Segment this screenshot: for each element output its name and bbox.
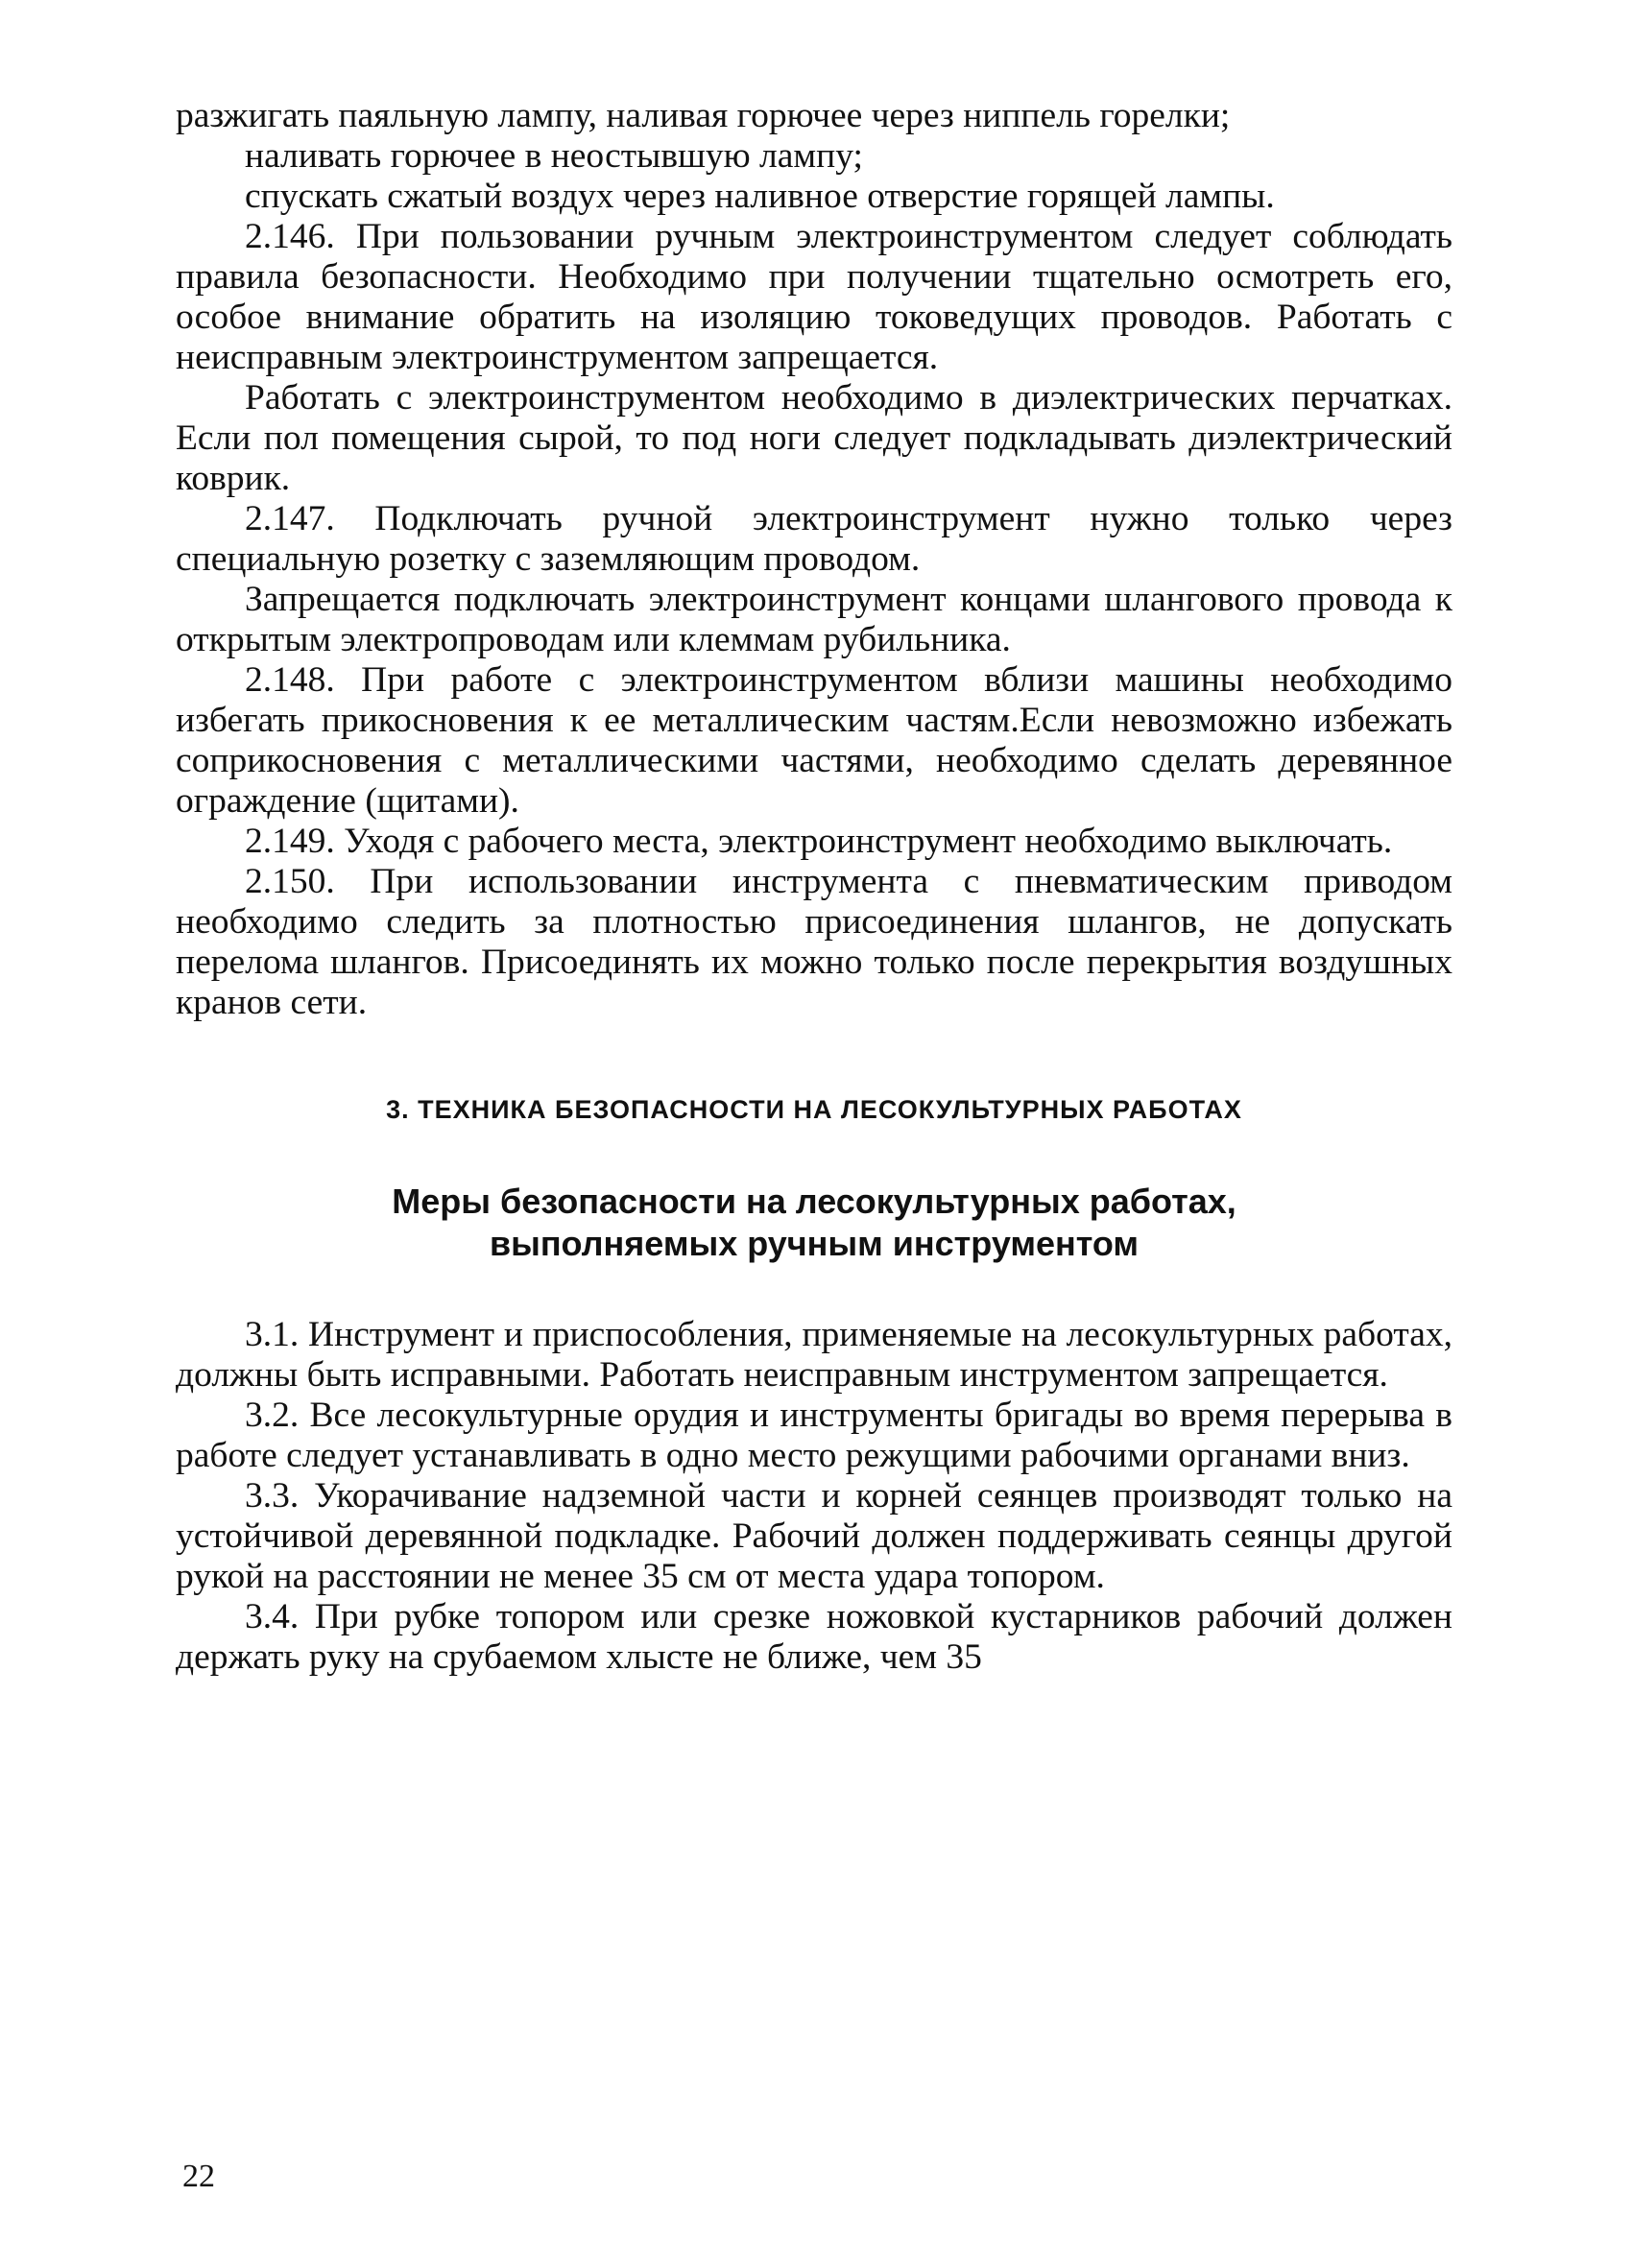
paragraph-3-1: 3.1. Инструмент и приспособления, применяемые на лесокультурных работах, должны быть исправными. Работать неисправным инструментом запрещается. — [176, 1315, 1452, 1395]
text-column — [176, 96, 1452, 1678]
paragraph-2-147: 2.147. Подключать ручной электроинструмент нужно только через специальную розетку с заземляющим проводом. — [176, 499, 1452, 579]
paragraph-2-146: 2.146. При пользовании ручным электроинструментом следует соблюдать правила безопасности. Необходимо при получении тщательно осмотреть его, особое внимание обратить на изоляцию токоведущих проводов. Работать с неисправным электроинструментом запрещается. — [176, 217, 1452, 377]
paragraph-3-4: 3.4. При рубке топором или срезке ножовкой кустарников рабочий должен держать руку на срубаемом хлысте не ближе, чем 35 — [176, 1597, 1452, 1677]
paragraph-2-148: 2.148. При работе с электроинструментом вблизи машины необходимо избегать прикосновения к ее металлическим частям.Если невозможно избежать соприкосновения с металлическими частями, необходимо сделать деревянное ограждение (щитами). — [176, 660, 1452, 821]
paragraph-prohibited-connection: Запрещается подключать электроинструмент концами шлангового провода к открытым электропроводам или клеммам рубильника. — [176, 580, 1452, 659]
paragraph-lamp-hot: наливать горючее в неостывшую лампу; — [245, 136, 863, 176]
subsection-heading — [176, 1181, 1452, 1265]
paragraph-3-2: 3.2. Все лесокультурные орудия и инструменты бригады во время перерыва в работе следует устанавливать в одно место режущими рабочими органами вниз. — [176, 1396, 1452, 1475]
paragraph-lamp-nipple: разжигать паяльную лампу, наливая горючее через ниппель горелки; — [176, 96, 1231, 135]
paragraph-2-150: 2.150. При использовании инструмента с пневматическим приводом необходимо следить за плотностью присоединения шлангов, не допускать перелома шлангов. Присоединять их можно только после перекрытия воздушных кранов сети. — [176, 862, 1452, 1022]
paragraph-3-3: 3.3. Укорачивание надземной части и корней сеянцев производят только на устойчивой деревянной подкладке. Рабочий должен поддерживать сеянцы другой рукой на расстоянии не менее 35 см от места удара топором. — [176, 1476, 1452, 1596]
section-heading: 3. ТЕХНИКА БЕЗОПАСНОСТИ НА ЛЕСОКУЛЬТУРНЫХ РАБОТАХ — [386, 1095, 1242, 1124]
paragraph-2-149: 2.149. Уходя с рабочего места, электроинструмент необходимо выключать. — [245, 822, 1393, 861]
subsection-heading-line-2: выполняемых ручным инструментом — [489, 1224, 1140, 1263]
paragraph-dielectric-gloves: Работать с электроинструментом необходимо в диэлектрических перчатках. Если пол помещения сырой, то под ноги следует подкладывать диэлектрический коврик. — [176, 378, 1452, 498]
subsection-heading-line-1: Меры безопасности на лесокультурных работах, — [392, 1182, 1236, 1221]
paragraph-lamp-air: спускать сжатый воздух через наливное отверстие горящей лампы. — [245, 177, 1275, 216]
page-number: 22 — [182, 2159, 215, 2194]
